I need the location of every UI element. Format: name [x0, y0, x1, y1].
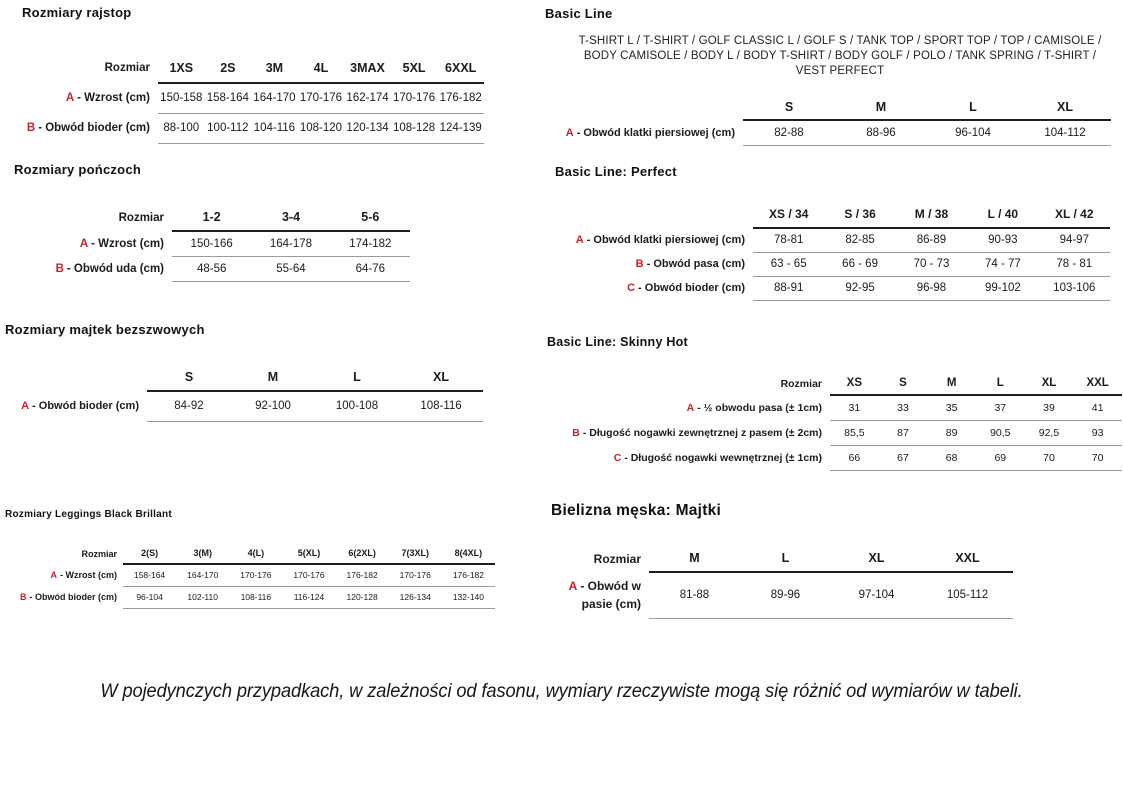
size-table-section-perfect — [545, 164, 1110, 301]
table-header-row-group — [545, 545, 1013, 572]
row-label-text: - Obwód klatki piersiowej (cm) — [576, 126, 735, 139]
size-table — [5, 363, 483, 422]
row-label-text: - Obwód bioder (cm) — [32, 400, 139, 412]
size-value: 174-182 — [331, 231, 410, 256]
dimension-letter: C — [613, 451, 622, 464]
size-table — [6, 53, 484, 144]
size-value: 66 — [830, 445, 879, 470]
row-label-text: - Obwód w pasie (cm) — [580, 579, 641, 611]
column-header: L — [740, 545, 831, 572]
column-header: L / 40 — [967, 201, 1038, 228]
size-table-section-majtek — [5, 322, 483, 422]
row-label-text: - Długość nogawki zewnętrznej z pasem (± 2cm) — [582, 426, 822, 439]
table-row — [545, 252, 1110, 276]
size-table-section-skinny — [545, 335, 1122, 471]
dimension-letter: B — [26, 122, 36, 134]
row-label — [6, 231, 172, 256]
row-label-text: - Obwód uda (cm) — [66, 262, 164, 275]
size-table — [545, 201, 1110, 301]
size-value: 67 — [879, 445, 928, 470]
size-table — [545, 372, 1122, 471]
dimension-letter: A — [575, 234, 584, 246]
row-label — [6, 83, 158, 113]
column-header: 2S — [205, 53, 252, 83]
column-header: S — [879, 372, 928, 395]
column-header: XXL — [922, 545, 1013, 572]
size-value: 37 — [976, 395, 1025, 420]
size-value: 33 — [879, 395, 928, 420]
size-value: 87 — [879, 420, 928, 445]
corner-label: Rozmiar — [780, 377, 822, 390]
column-header: XL — [1025, 372, 1074, 395]
size-value: 74 - 77 — [967, 252, 1038, 276]
table-body — [545, 395, 1122, 470]
column-header: M — [231, 363, 315, 391]
size-table-section-basic — [545, 6, 1115, 146]
table-row — [545, 276, 1110, 300]
table-title: Rozmiary pończoch — [14, 162, 142, 177]
row-label-text: - Obwód pasa (cm) — [646, 258, 745, 270]
size-value: 105-112 — [922, 572, 1013, 618]
corner-label: Rozmiar — [593, 551, 641, 566]
dimension-letter: A — [21, 400, 30, 412]
size-value: 100-108 — [315, 391, 399, 421]
footnote-disclaimer: W pojedynczych przypadkach, w zależności od fasonu, wymiary rzeczywiste mogą się różnić od wymiarów w tabeli. — [100, 681, 1023, 702]
column-header: XXL — [1073, 372, 1122, 395]
column-header: S — [147, 363, 231, 391]
table-header-row-group — [5, 363, 483, 391]
header-row — [545, 545, 1013, 572]
header-row — [545, 201, 1110, 228]
size-value: 120-128 — [336, 586, 389, 608]
size-value: 81-88 — [649, 572, 740, 618]
column-header: 5XL — [391, 53, 438, 83]
size-value: 158-164 — [123, 564, 176, 586]
corner-label: Rozmiar — [104, 62, 150, 74]
row-label — [545, 572, 649, 618]
size-value: 70 — [1073, 445, 1122, 470]
dimension-letter: C — [627, 282, 636, 294]
size-value: 85,5 — [830, 420, 879, 445]
table-row — [6, 256, 410, 281]
table-body — [6, 83, 484, 143]
column-header: 3-4 — [251, 204, 330, 231]
size-value: 86-89 — [896, 228, 967, 252]
table-row — [545, 420, 1122, 445]
corner-label — [545, 96, 743, 120]
size-value: 90-93 — [967, 228, 1038, 252]
size-value: 78-81 — [753, 228, 824, 252]
size-value: 94-97 — [1039, 228, 1110, 252]
column-header: XS / 34 — [753, 201, 824, 228]
row-label — [5, 391, 147, 421]
table-row — [5, 564, 495, 586]
size-value: 55-64 — [251, 256, 330, 281]
row-label — [545, 120, 743, 146]
size-table-section-leggings — [5, 509, 495, 609]
column-header: 6XXL — [437, 53, 484, 83]
size-value: 97-104 — [831, 572, 922, 618]
size-value: 88-100 — [158, 113, 205, 143]
size-table-section-bielizna — [545, 502, 1013, 619]
header-row — [5, 543, 495, 564]
dimension-letter: B — [55, 262, 64, 275]
size-value: 108-128 — [391, 113, 438, 143]
size-value: 176-182 — [336, 564, 389, 586]
size-value: 66 - 69 — [824, 252, 895, 276]
size-value: 176-182 — [437, 83, 484, 113]
table-row — [6, 113, 484, 143]
table-title: Bielizna męska: Majtki — [551, 502, 722, 519]
table-row — [545, 572, 1013, 618]
size-value: 100-112 — [205, 113, 252, 143]
table-row — [5, 391, 483, 421]
table-title: Basic Line — [545, 6, 613, 21]
row-label-text: - Wzrost (cm) — [77, 92, 150, 104]
dimension-letter: B — [572, 426, 580, 439]
size-value: 93 — [1073, 420, 1122, 445]
dimension-letter: B — [635, 258, 644, 270]
dimension-letter: A — [79, 237, 89, 250]
size-table-section-ponczoch — [6, 162, 410, 282]
dimension-letter: A — [568, 579, 578, 593]
table-header-row-group — [545, 372, 1122, 395]
size-value: 132-140 — [442, 586, 495, 608]
row-label-text: - Obwód bioder (cm) — [38, 122, 150, 134]
table-row — [545, 228, 1110, 252]
size-value: 96-104 — [123, 586, 176, 608]
size-value: 82-85 — [824, 228, 895, 252]
size-value: 164-178 — [251, 231, 330, 256]
size-value: 35 — [927, 395, 976, 420]
size-value: 88-91 — [753, 276, 824, 300]
table-body — [545, 228, 1110, 300]
header-row — [5, 363, 483, 391]
row-label — [5, 586, 123, 608]
corner-label — [545, 201, 753, 228]
column-header: 4(L) — [229, 543, 282, 564]
table-header-row-group — [5, 543, 495, 564]
corner-label — [5, 363, 147, 391]
size-value: 170-176 — [282, 564, 335, 586]
column-header: 3M — [251, 53, 298, 83]
table-title: Rozmiary majtek bezszwowych — [5, 322, 205, 337]
row-label-text: - Wzrost (cm) — [60, 570, 117, 580]
table-header-row-group — [545, 201, 1110, 228]
column-header: 3(M) — [176, 543, 229, 564]
size-value: 103-106 — [1039, 276, 1110, 300]
size-value: 63 - 65 — [753, 252, 824, 276]
table-body — [5, 564, 495, 608]
size-table-section-rajstop — [6, 5, 484, 144]
row-label — [545, 276, 753, 300]
table-row — [5, 586, 495, 608]
column-header: 7(3XL) — [389, 543, 442, 564]
dimension-letter: A — [65, 92, 75, 104]
column-header: M — [835, 96, 927, 120]
column-header: 6(2XL) — [336, 543, 389, 564]
size-value: 124-139 — [437, 113, 484, 143]
size-value: 92-95 — [824, 276, 895, 300]
size-table — [5, 543, 495, 609]
size-value: 176-182 — [442, 564, 495, 586]
size-value: 70 - 73 — [896, 252, 967, 276]
column-header: XL — [1019, 96, 1111, 120]
table-title: Rozmiary Leggings Black Brillant — [5, 509, 172, 520]
header-row — [545, 96, 1111, 120]
row-label-text: - Obwód klatki piersiowej (cm) — [586, 234, 745, 246]
column-header: 8(4XL) — [442, 543, 495, 564]
table-row — [545, 395, 1122, 420]
row-label-text: - Obwód bioder (cm) — [29, 592, 117, 602]
dimension-letter: A — [50, 570, 57, 580]
size-value: 84-92 — [147, 391, 231, 421]
row-label — [545, 420, 830, 445]
size-value: 78 - 81 — [1039, 252, 1110, 276]
size-value: 150-166 — [172, 231, 251, 256]
column-header: XL — [831, 545, 922, 572]
size-table — [6, 204, 410, 282]
size-value: 158-164 — [205, 83, 252, 113]
table-header-row-group — [6, 53, 484, 83]
size-value: 69 — [976, 445, 1025, 470]
dimension-letter: B — [20, 592, 27, 602]
size-value: 41 — [1073, 395, 1122, 420]
size-value: 164-170 — [251, 83, 298, 113]
size-value: 96-104 — [927, 120, 1019, 146]
size-value: 92,5 — [1025, 420, 1074, 445]
size-value: 108-116 — [229, 586, 282, 608]
column-header: 5(XL) — [282, 543, 335, 564]
column-header: 4L — [298, 53, 345, 83]
table-row — [6, 231, 410, 256]
row-label-text: - Obwód bioder (cm) — [638, 282, 745, 294]
size-value: 31 — [830, 395, 879, 420]
size-value: 64-76 — [331, 256, 410, 281]
size-value: 108-116 — [399, 391, 483, 421]
column-header: S — [743, 96, 835, 120]
column-header: XL / 42 — [1039, 201, 1110, 228]
header-row — [545, 372, 1122, 395]
size-value: 120-134 — [344, 113, 391, 143]
dimension-letter: A — [686, 401, 695, 414]
row-label — [6, 256, 172, 281]
column-header: XS — [830, 372, 879, 395]
row-label-text: - ½ obwodu pasa (± 1cm) — [697, 401, 822, 414]
column-header: L — [927, 96, 1019, 120]
column-header: M — [927, 372, 976, 395]
table-body — [545, 572, 1013, 618]
table-title: Basic Line: Skinny Hot — [547, 335, 688, 349]
row-label — [545, 228, 753, 252]
size-value: 104-116 — [251, 113, 298, 143]
header-row — [6, 53, 484, 83]
size-value: 162-174 — [344, 83, 391, 113]
column-header: 3MAX — [344, 53, 391, 83]
size-value: 96-98 — [896, 276, 967, 300]
header-row — [6, 204, 410, 231]
table-title: Rozmiary rajstop — [22, 5, 132, 20]
corner-label: Rozmiar — [81, 548, 117, 559]
row-label — [6, 113, 158, 143]
size-value: 68 — [927, 445, 976, 470]
column-header: S / 36 — [824, 201, 895, 228]
size-value: 82-88 — [743, 120, 835, 146]
row-label-text: - Wzrost (cm) — [91, 237, 164, 250]
table-body — [545, 120, 1111, 146]
table-header-row-group — [545, 96, 1111, 120]
row-label-text: - Długość nogawki wewnętrznej (± 1cm) — [624, 451, 822, 464]
size-value: 126-134 — [389, 586, 442, 608]
dimension-letter: A — [565, 126, 574, 139]
table-body — [6, 231, 410, 281]
size-value: 70 — [1025, 445, 1074, 470]
size-value: 150-158 — [158, 83, 205, 113]
column-header: L — [976, 372, 1025, 395]
table-title: Basic Line: Perfect — [555, 164, 677, 179]
size-value: 170-176 — [298, 83, 345, 113]
column-header: XL — [399, 363, 483, 391]
size-table — [545, 96, 1111, 147]
column-header: 2(S) — [123, 543, 176, 564]
size-value: 104-112 — [1019, 120, 1111, 146]
table-body — [5, 391, 483, 421]
column-header: 1-2 — [172, 204, 251, 231]
size-value: 170-176 — [391, 83, 438, 113]
size-value: 170-176 — [229, 564, 282, 586]
table-row — [545, 445, 1122, 470]
size-value: 102-110 — [176, 586, 229, 608]
size-value: 164-170 — [176, 564, 229, 586]
table-row — [6, 83, 484, 113]
size-table — [545, 545, 1013, 619]
column-header: L — [315, 363, 399, 391]
size-value: 39 — [1025, 395, 1074, 420]
row-label — [545, 252, 753, 276]
size-value: 170-176 — [389, 564, 442, 586]
row-label — [545, 445, 830, 470]
column-header: 1XS — [158, 53, 205, 83]
size-value: 90,5 — [976, 420, 1025, 445]
table-subtitle: T-SHIRT L / T-SHIRT / GOLF CLASSIC L / GOLF S / TANK TOP / SPORT TOP / TOP / CAMISOLE / BODY CAMISOLE / BODY L / BODY T-SHIRT / BODY GOLF / POLO / TANK SPRING / T-SHIRT / VEST PERFECT — [578, 35, 1102, 77]
size-value: 92-100 — [231, 391, 315, 421]
size-value: 89-96 — [740, 572, 831, 618]
table-header-row-group — [6, 204, 410, 231]
column-header: M — [649, 545, 740, 572]
size-value: 116-124 — [282, 586, 335, 608]
size-value: 88-96 — [835, 120, 927, 146]
table-row — [545, 120, 1111, 146]
row-label — [545, 395, 830, 420]
corner-label: Rozmiar — [118, 211, 164, 224]
row-label — [5, 564, 123, 586]
size-value: 48-56 — [172, 256, 251, 281]
size-value: 99-102 — [967, 276, 1038, 300]
size-value: 89 — [927, 420, 976, 445]
column-header: M / 38 — [896, 201, 967, 228]
size-value: 108-120 — [298, 113, 345, 143]
column-header: 5-6 — [331, 204, 410, 231]
